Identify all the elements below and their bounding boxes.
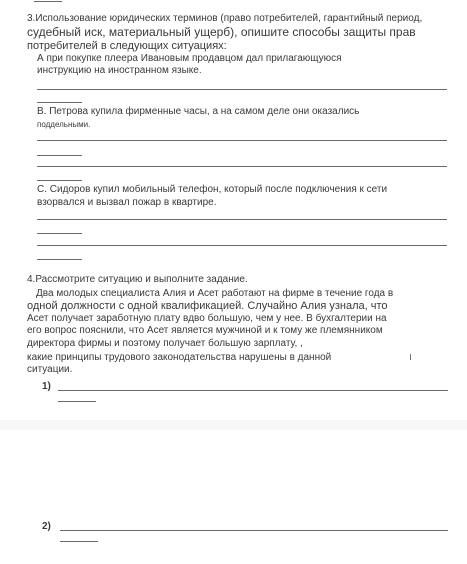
answer-line-b2[interactable] [37, 155, 82, 156]
task4-case-line2: одной должности с одной квалификацией. Случайно Алия узнала, что [27, 300, 388, 312]
answer2-line[interactable] [60, 530, 448, 531]
answer-line-a1[interactable] [37, 89, 447, 90]
situation-c-line1: С. Сидоров купил мобильный телефон, который после подключения к сети [37, 184, 388, 195]
answer1-label: 1) [42, 381, 51, 392]
answer-line-b3[interactable] [37, 166, 447, 167]
answer-line-c1[interactable] [37, 219, 447, 220]
task4-heading: 4.Рассмотрите ситуацию и выполните задание. [27, 274, 248, 285]
answer-line-c4[interactable] [37, 259, 82, 260]
situation-b-line1: В. Петрова купила фирменные часы, а на самом деле они оказались [37, 106, 360, 117]
answer-line-b1[interactable] [37, 140, 447, 141]
task4-case-line3: Асет получает заработную плату вдво большую, чем у нее. В бухгалтерии на [27, 313, 387, 324]
answer-line-c3[interactable] [37, 245, 447, 246]
top-short-line [34, 1, 62, 2]
situation-b-line2: поддельными. [37, 120, 91, 129]
answer1-line[interactable] [58, 390, 448, 391]
task3-heading-line2: судебный иск, материальный ущерб), опишите способы защиты прав [27, 25, 416, 39]
worksheet-page-2 [0, 430, 467, 564]
task3-heading-line3: потребителей в следующих ситуациях: [27, 40, 227, 52]
answer-line-c2[interactable] [37, 233, 82, 234]
answer2-label: 2) [42, 521, 51, 532]
task4-question-line1: какие принципы трудового законодательства нарушены в данной [27, 352, 332, 363]
situation-c-line2: взорвался и вызвал пожар в квартире. [37, 197, 217, 208]
task4-case-line5: директора фирмы и поэтому получает большую зарплату, , [27, 338, 303, 349]
answer-line-a2[interactable] [37, 102, 82, 103]
answer2-short-line[interactable] [60, 541, 98, 542]
task4-question-line2: ситуации. [27, 364, 73, 375]
task4-case-line1: Два молодых специалиста Алия и Асет работают на фирме в течение года в [36, 288, 394, 299]
task4-case-line4: его вопрос пояснили, что Асет является мужчиной и к тому же племянником [27, 325, 383, 336]
task3-heading-line1: 3.Использование юридических терминов (право потребителей, гарантийный период, [27, 13, 423, 24]
answer1-short-line[interactable] [58, 401, 96, 402]
situation-a-line1: А при покупке плеера Ивановым продавцом дал прилагающуюся [37, 53, 342, 64]
cursor-mark [410, 354, 411, 360]
situation-a-line2: инструкцию на иностранном языке. [37, 65, 202, 76]
answer-line-b4[interactable] [37, 180, 82, 181]
